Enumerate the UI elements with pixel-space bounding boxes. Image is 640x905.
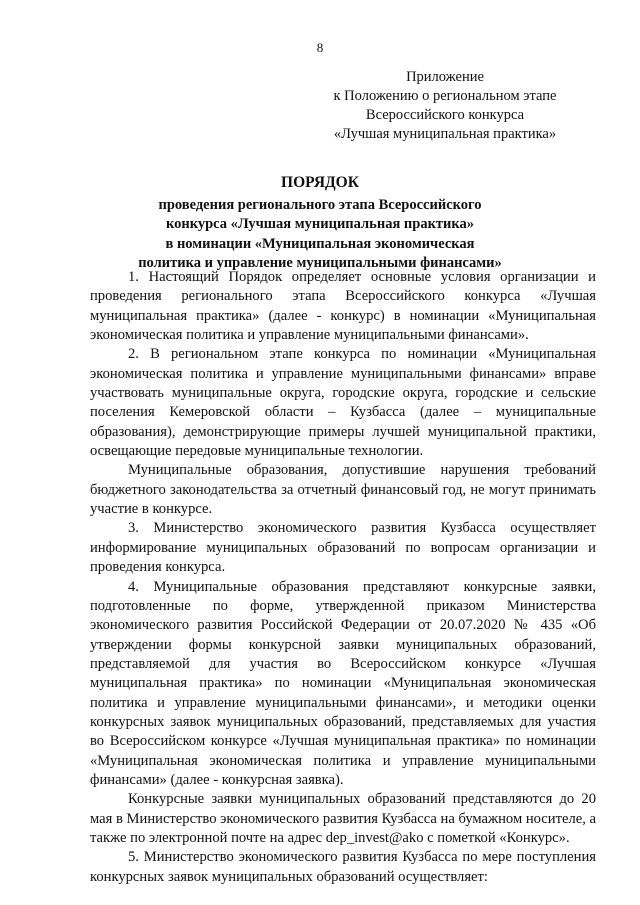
appendix-line: Приложение <box>406 69 484 85</box>
appendix-line: Всероссийского конкурса <box>365 107 525 123</box>
title-main: ПОРЯДОК <box>281 174 359 191</box>
paragraph-2-note: Муниципальные образования, допустившие нарушения требований бюджетного законодательства за отчетный финансовый год, не могут принимать участие в конкурсе. <box>90 462 596 518</box>
title-line: проведения регионального этапа Всероссийского <box>158 196 482 213</box>
document-body <box>90 268 596 887</box>
appendix-header <box>295 68 595 144</box>
title-line: конкурса «Лучшая муниципальная практика» <box>165 216 475 232</box>
paragraph-2: 2. В региональном этапе конкурса по номинации «Муниципальная экономическая политика и управление муниципальными финансами» вправе участвовать муниципальные округа, городские округа, городские и сельские поселения Кемеровской области – Кузбасса (далее – муниципальные образования), демонстрирующие примеры лучшей муниципальной практики, освещающие передовые муниципальные технологии. <box>90 346 596 460</box>
title-line: политика и управление муниципальными финансами» <box>138 255 502 271</box>
appendix-line: «Лучшая муниципальная практика» <box>333 126 557 142</box>
document-title <box>0 173 640 274</box>
paragraph-4: 4. Муниципальные образования представляют конкурсные заявки, подготовленные по форме, утвержденной приказом Министерства экономического развития Российской Федерации от 20.07.2020 № 435 «Об утверждении формы конкурсной заявки муниципальных образований, представляемой для участия во Всероссийском конкурсе «Лучшая муниципальная практика» по номинации «Муниципальная экономическая политика и управление муниципальными финансами», и методики оценки конкурсных заявок муниципальных образований, представляемых для участия во Всероссийском конкурсе «Лучшая муниципальная практика» по номинации «Муниципальная экономическая политика и управление муниципальными финансами» (далее - конкурсная заявка). <box>90 578 596 788</box>
paragraph-4-note: Конкурсные заявки муниципальных образований представляются до 20 мая в Министерство экономического развития Кузбасса на бумажном носителе, а также по электронной почте на адрес dep_invest@ako с пометкой «Конкурс». <box>90 791 596 846</box>
page-number: 8 <box>316 40 324 55</box>
appendix-line: к Положению о региональном этапе <box>333 88 557 104</box>
paragraph-3: 3. Министерство экономического развития Кузбасса осуществляет информирование муниципальных образований по вопросам организации и проведения конкурса. <box>90 520 596 576</box>
title-line: в номинации «Муниципальная экономическая <box>165 235 475 252</box>
paragraph-5: 5. Министерство экономического развития Кузбасса по мере поступления конкурсных заявок муниципальных образований осуществляет: <box>90 849 596 885</box>
paragraph-1: 1. Настоящий Порядок определяет основные условия организации и проведения регионального этапа Всероссийского конкурса «Лучшая муниципальная практика» (далее - конкурс) в номинации «Муниципальная экономическая политика и управление муниципальными финансами». <box>90 269 596 344</box>
